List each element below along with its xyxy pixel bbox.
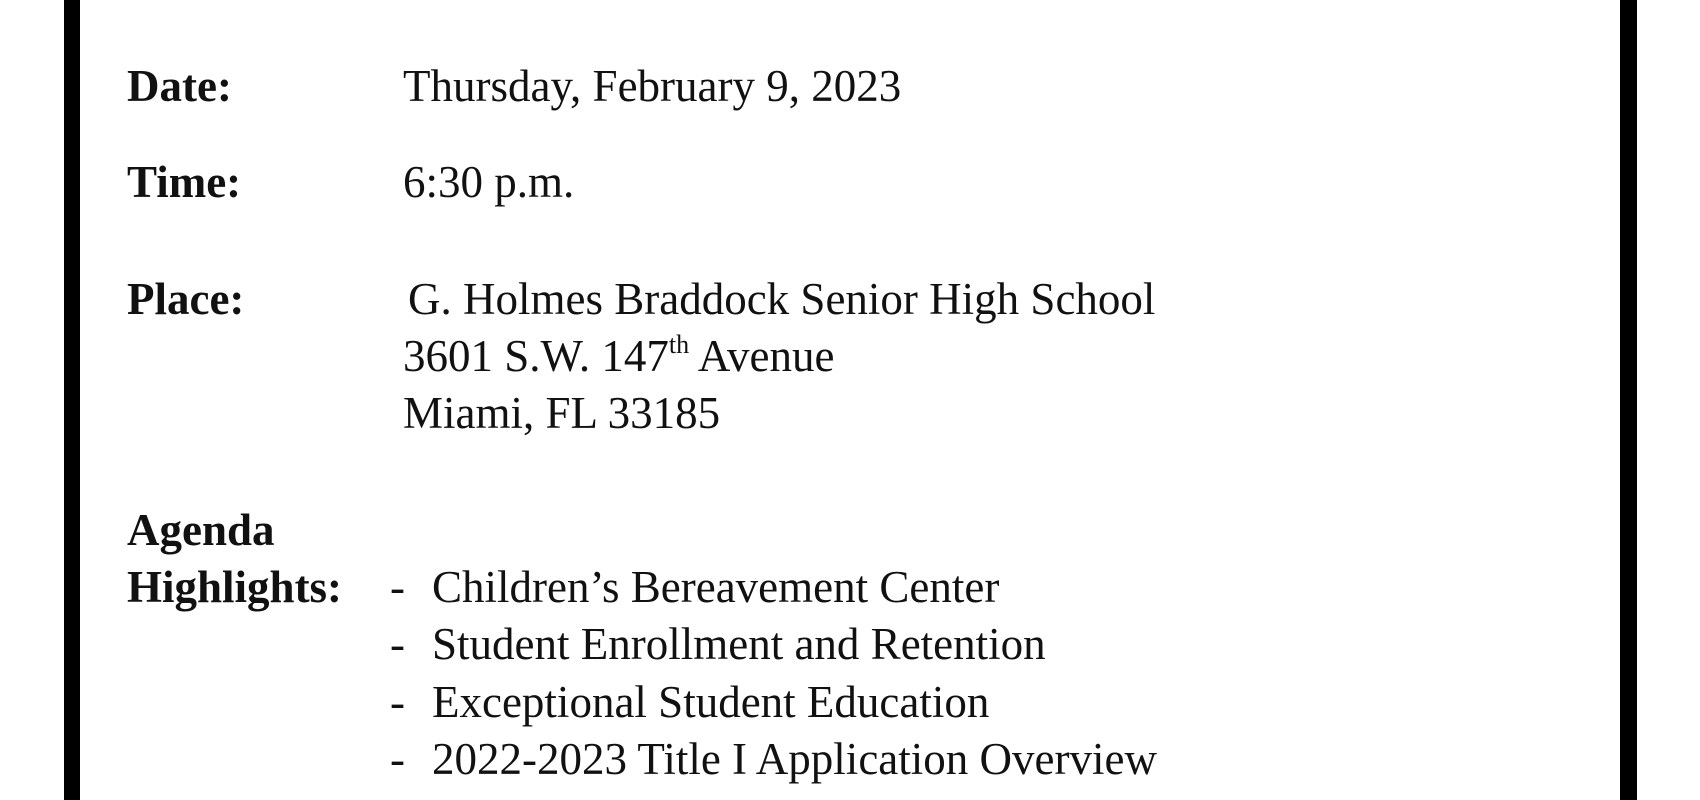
agenda-item-text: Children’s Bereavement Center: [432, 562, 1000, 612]
agenda-item-text: Student Enrollment and Retention: [432, 619, 1046, 669]
agenda-item: [390, 677, 990, 727]
agenda-bullet: -: [390, 677, 405, 727]
agenda-item-text: Exceptional Student Education: [432, 677, 990, 727]
address-street: Avenue: [689, 331, 835, 381]
agenda-item: [390, 619, 1046, 669]
highlights-label: Highlights:: [127, 562, 343, 612]
place-address-line: [403, 330, 835, 381]
place-name: G. Holmes Braddock Senior High School: [408, 274, 1156, 324]
agenda-item: [390, 734, 1157, 784]
time-value: 6:30 p.m.: [403, 157, 575, 207]
page-border-left: [64, 0, 80, 800]
agenda-bullet: -: [390, 734, 405, 784]
page-border-right: [1620, 0, 1637, 800]
agenda-bullet: -: [390, 562, 405, 612]
place-label: Place:: [127, 274, 245, 324]
agenda-item: [390, 562, 1000, 612]
agenda-item-text: 2022-2023 Title I Application Overview: [432, 734, 1157, 784]
date-label: Date:: [127, 61, 232, 111]
address-number: 3601 S.W. 147: [403, 331, 669, 381]
agenda-label: Agenda: [127, 505, 275, 555]
place-city-line: Miami, FL 33185: [403, 388, 721, 438]
time-label: Time:: [127, 157, 242, 207]
agenda-bullet: -: [390, 619, 405, 669]
address-ordinal-suffix: th: [668, 330, 690, 359]
date-value: Thursday, February 9, 2023: [403, 61, 902, 111]
